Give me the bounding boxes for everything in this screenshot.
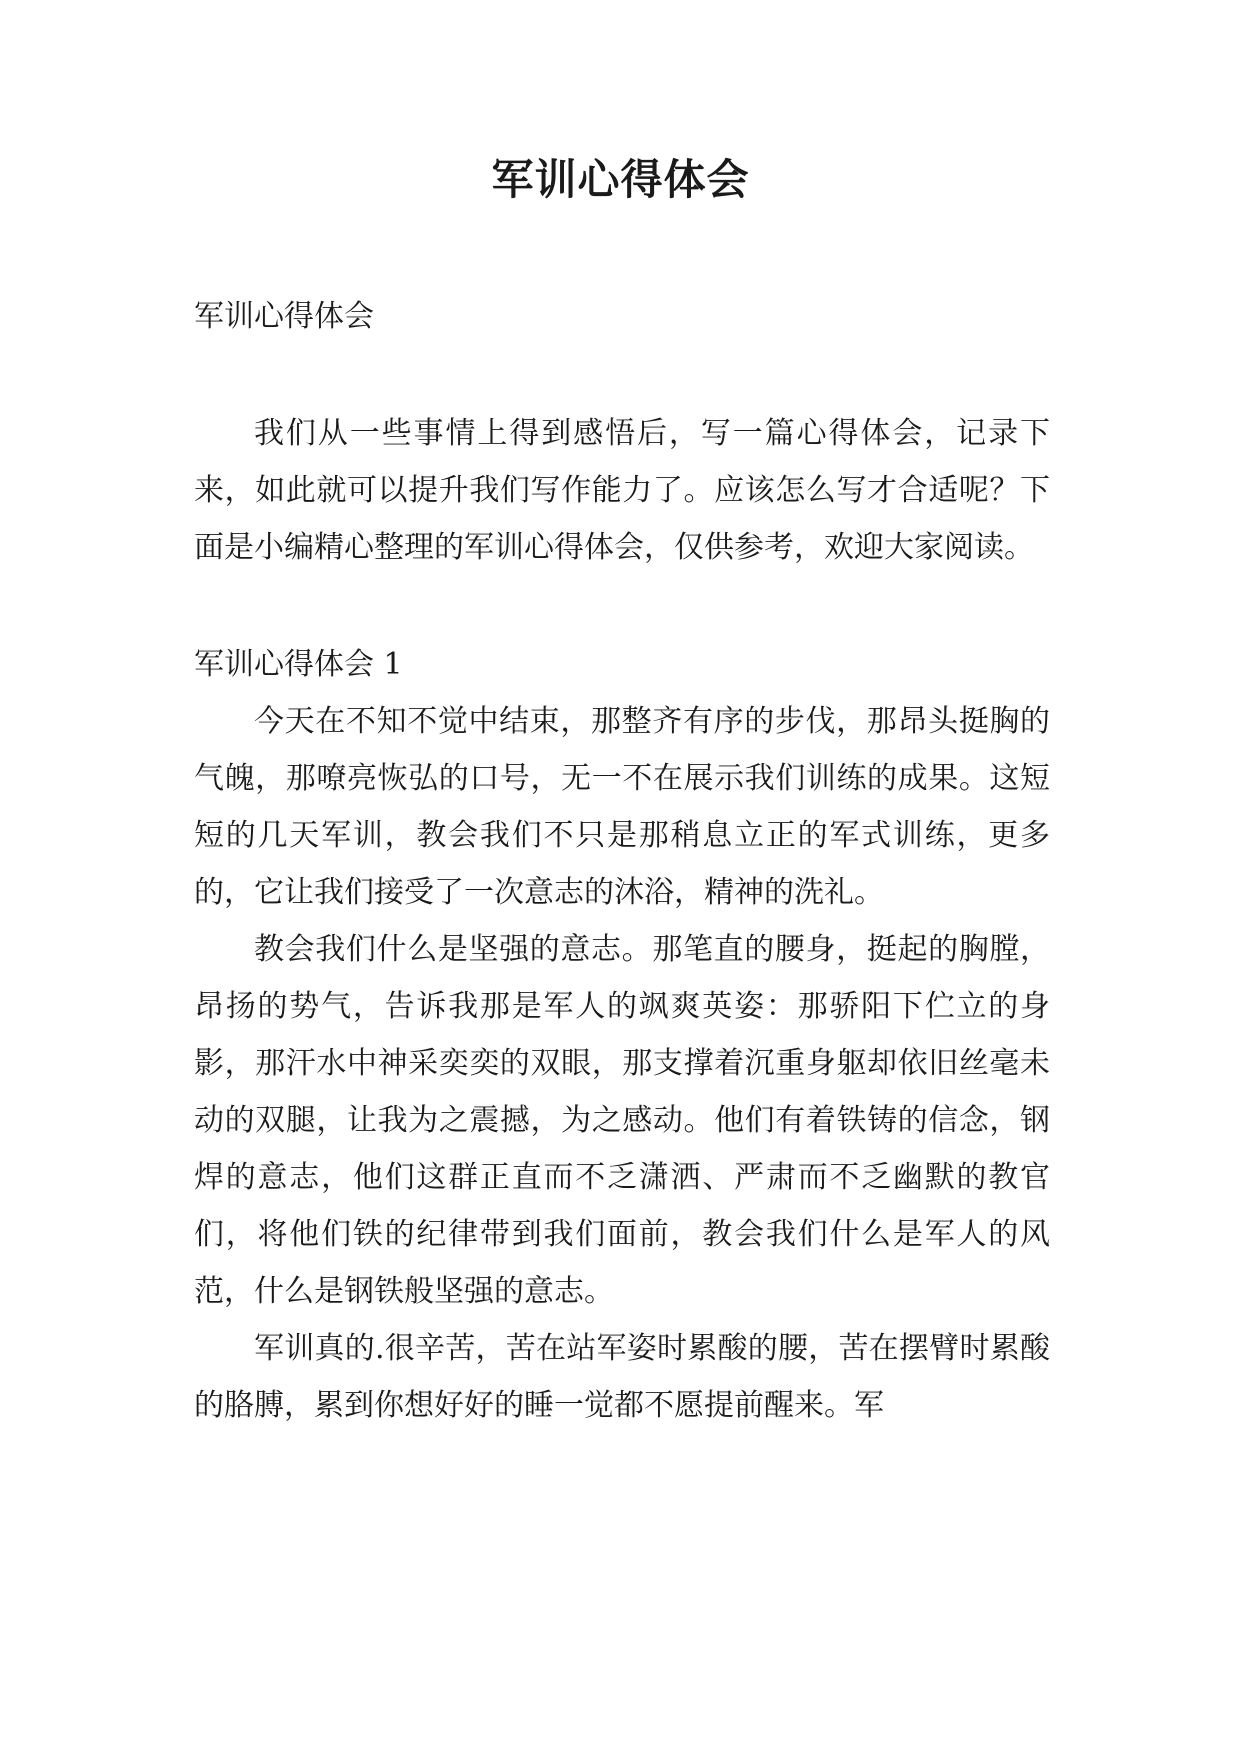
intro-paragraph: 我们从一些事情上得到感悟后，写一篇心得体会，记录下来，如此就可以提升我们写作能力了。应该怎么写才合适呢？下面是小编精心整理的军训心得体会，仅供参考，欢迎大家阅读。	[194, 416, 1050, 565]
document-subtitle: 军训心得体会	[194, 299, 374, 334]
body-paragraph: 今天在不知不觉中结束，那整齐有序的步伐，那昂头挺胸的气魄，那嘹亮恢弘的口号，无一不在展示我们训练的成果。这短短的几天军训，教会我们不只是那稍息立正的军式训练，更多的，它让我们接受了一次意志的沐浴，精神的洗礼。	[194, 704, 1050, 910]
document-title: 军训心得体会	[491, 155, 750, 204]
section-heading: 军训心得体会 1	[194, 647, 403, 682]
body-paragraph: 军训真的.很辛苦，苦在站军姿时累酸的腰，苦在摆臂时累酸的胳膊，累到你想好好的睡一觉都不愿提前醒来。军	[194, 1331, 1050, 1423]
body-paragraph: 教会我们什么是坚强的意志。那笔直的腰身，挺起的胸膛，昂扬的势气，告诉我那是军人的飒爽英姿：那骄阳下伫立的身影，那汗水中神采奕奕的双眼，那支撑着沉重身躯却依旧丝毫未动的双腿，让我为之震撼，为之感动。他们有着铁铸的信念，钢焊的意志，他们这群正直而不乏潇洒、严肃而不乏幽默的教官们，将他们铁的纪律带到我们面前，教会我们什么是军人的风范，什么是钢铁般坚强的意志。	[194, 932, 1050, 1309]
document-body	[194, 288, 1050, 1434]
